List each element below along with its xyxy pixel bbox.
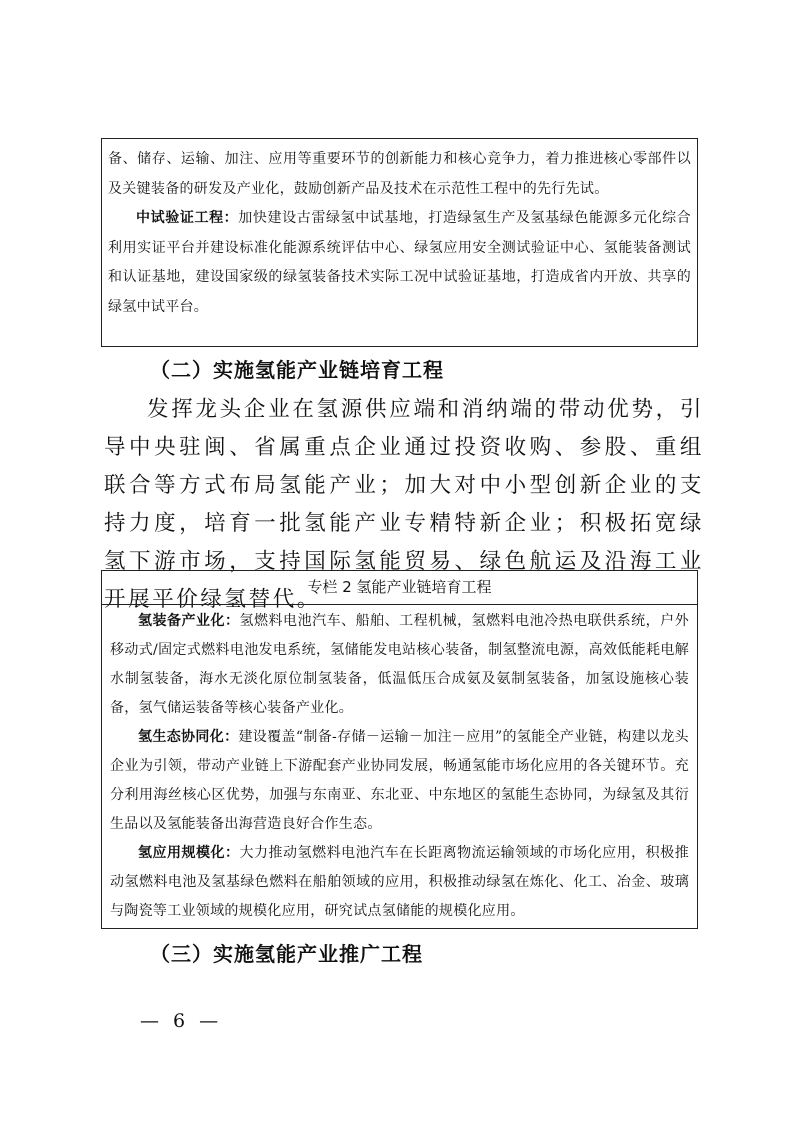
item-label: 氢应用规模化： — [138, 845, 240, 861]
item-label: 氢生态协同化： — [138, 729, 239, 745]
callout-box-column-2 — [101, 570, 698, 929]
item-text: 大力推动氢燃料电池汽车在长距离物流运输领域的市场化应用，积极推动氢燃料电池及氢基绿色燃料在船舶领域的应用，积极推动绿氢在炼化、化工、冶金、玻璃与陶瓷等工业领域的规模化应用，研究试点氢储能的规模化应用。 — [110, 845, 689, 919]
callout-item — [110, 839, 689, 926]
callout-item — [110, 607, 689, 723]
callout-body — [102, 605, 697, 926]
callout-item — [110, 723, 689, 839]
item-label: 中试验证工程： — [136, 210, 239, 226]
section-heading: （二）实施氢能产业链培育工程 — [150, 358, 444, 382]
callout-paragraph-pilot-verification — [108, 204, 691, 322]
item-text: 氢燃料电池汽车、船舶、工程机械，氢燃料电池冷热电联供系统，户外移动式/固定式燃料电池发电系统，氢储能发电站核心装备，制氢整流电源，高效低能耗电解水制氢装备，海水无淡化原位制氢装备，低温低压合成氨及氨制氢装备，加氢设施核心装备，氢气储运装备等核心装备产业化。 — [110, 613, 689, 716]
item-text: 加快建设古雷绿氢中试基地，打造绿氢生产及氢基绿色能源多元化综合利用实证平台并建设标准化能源系统评估中心、绿氢应用安全测试验证中心、氢能装备测试和认证基地，建设国家级的绿氢装备技术实际工况中试验证基地，打造成省内开放、共享的绿氢中试平台。 — [108, 210, 691, 315]
callout-paragraph: 备、储存、运输、加注、应用等重要环节的创新能力和核心竞争力，着力推进核心零部件以及关键装备的研发及产业化，鼓励创新产品及技术在示范性工程中的先行先试。 — [108, 151, 691, 197]
body-paragraph: 发挥龙头企业在氢源供应端和消纳端的带动优势，引导中央驻闽、省属重点企业通过投资收购、参股、重组联合等方式布局氢能产业；加大对中小型创新企业的支持力度，培育一批氢能产业专精特新企业；积极拓宽绿氢下游市场，支持国际氢能贸易、绿色航运及沿海工业开展平价绿氢替代。 — [104, 397, 704, 612]
item-text: 建设覆盖“制备-存储－运输－加注－应用”的氢能全产业链，构建以龙头企业为引领，带动产业链上下游配套产业协同发展，畅通氢能市场化应用的各关键环节。充分利用海丝核心区优势，加强与东南亚、东北亚、中东地区的氢能生态协同，为绿氢及其衍生品以及氢能装备出海营造良好合作生态。 — [110, 729, 689, 832]
page-number: — 6 — — [140, 1010, 223, 1032]
callout-title: 专栏 2 氢能产业链培育工程 — [102, 571, 697, 605]
callout-box-continued — [101, 138, 698, 347]
section-heading: （三）实施氢能产业推广工程 — [150, 942, 423, 966]
item-label: 氢装备产业化： — [138, 613, 240, 629]
